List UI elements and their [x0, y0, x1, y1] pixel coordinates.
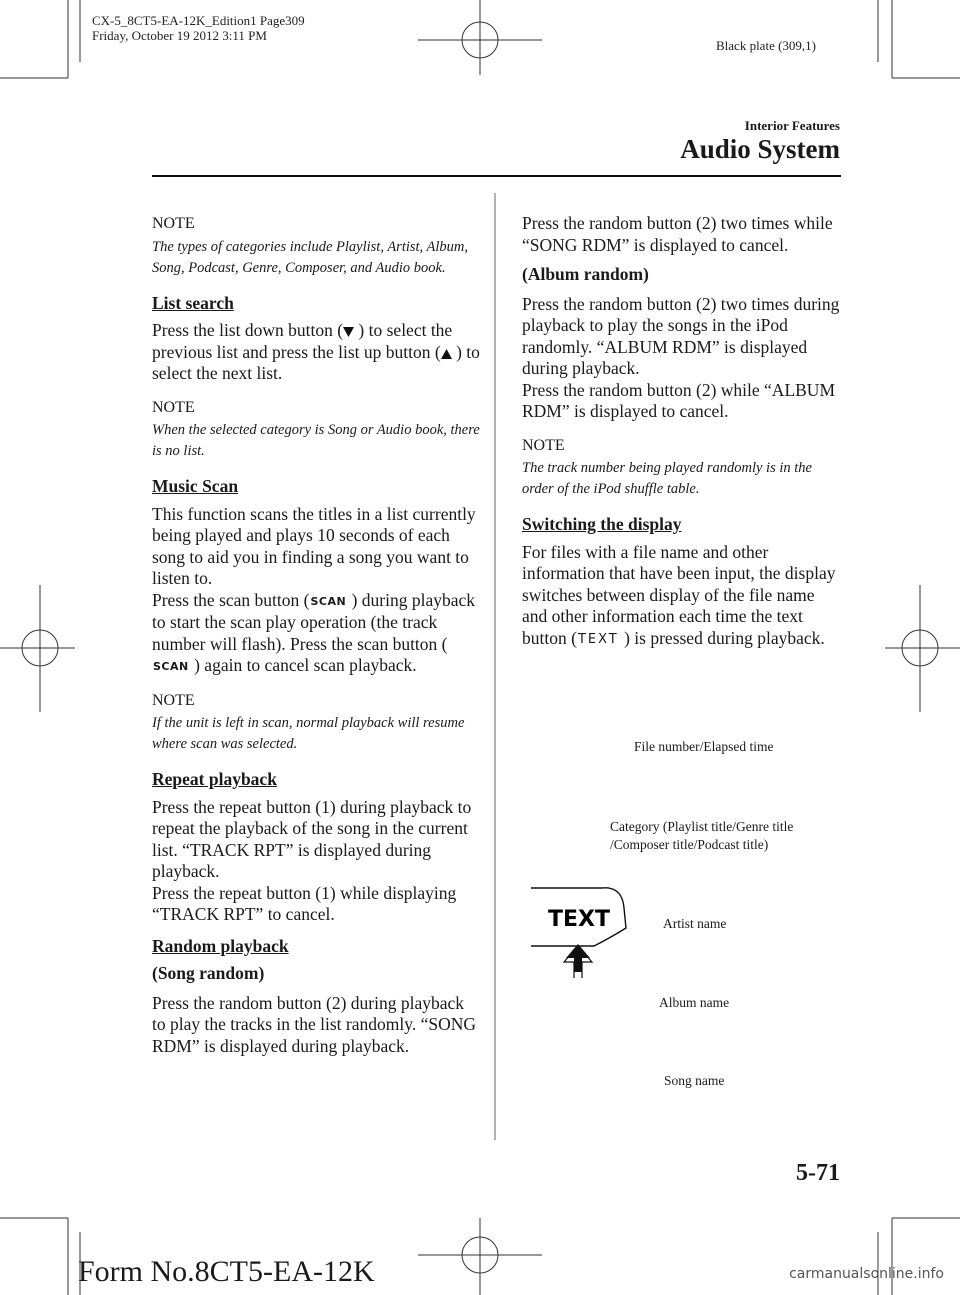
up-triangle-icon — [441, 348, 452, 359]
note-text: When the selected category is Song or Audio book, there is no list. — [152, 422, 480, 459]
random-heading: Random playback — [152, 935, 289, 956]
switch-display-paragraph: For files with a file name and other information that have been input, the display switches between display of the file name and other information each time the text button (TEXT ) is pressed during playback. — [522, 542, 842, 651]
repeat-heading: Repeat playback — [152, 769, 277, 789]
diagram-text-button-label: TEXT — [548, 907, 611, 932]
diagram-label-song: Song name — [664, 1073, 725, 1088]
note-title: NOTE — [152, 215, 195, 232]
music-scan-heading: Music Scan — [152, 476, 239, 496]
black-plate: Black plate (309,1) — [716, 38, 816, 53]
section-small-title: Interior Features — [744, 118, 840, 133]
diagram-label-category: Category (Playlist title/Genre title /Composer title/Podcast title) — [610, 819, 794, 852]
form-number: Form No.8CT5-EA-12K — [78, 1255, 375, 1288]
song-random-paragraph: Press the random button (2) during playback to play the tracks in the list randomly. “SONG RDM” is displayed during playback. — [152, 992, 477, 1056]
note-title: NOTE — [522, 436, 565, 454]
down-triangle-icon — [343, 326, 354, 337]
album-random-paragraph: Press the random button (2) two times during playback to play the songs in the iPod randomly. “ALBUM RDM” is displayed during playback. Press the random button (2) while “ALBUM RDM” is displayed to cancel. — [522, 293, 840, 421]
note-title: NOTE — [152, 398, 195, 416]
left-column — [152, 213, 480, 1065]
note-title: NOTE — [152, 691, 195, 709]
meta-line-2: Friday, October 19 2012 3:11 PM — [92, 28, 267, 43]
album-random-heading: (Album random) — [522, 264, 649, 284]
diagram-label-album: Album name — [659, 995, 730, 1010]
song-random-heading: (Song random) — [152, 963, 265, 983]
diagram-label-file-number: File number/Elapsed time — [634, 739, 774, 754]
text-button-icon: TEXT — [577, 631, 619, 647]
diagram-label-artist: Artist name — [663, 916, 727, 931]
meta-line-1: CX-5_8CT5-EA-12K_Edition1 Page309 — [92, 13, 305, 28]
section-title: Audio System — [680, 134, 840, 164]
switch-display-heading: Switching the display — [522, 514, 682, 534]
note-text: If the unit is left in scan, normal playback will resume where scan was selected. — [152, 715, 465, 752]
print-meta — [92, 13, 305, 43]
right-column — [522, 213, 842, 658]
scan-button-icon: SCAN — [310, 594, 347, 608]
note-text: The types of categories include Playlist, Artist, Album, Song, Podcast, Genre, Composer, and Audio book. — [152, 238, 469, 276]
repeat-paragraph: Press the repeat button (1) during playback to repeat the playback of the song in the current list. “TRACK RPT” is displayed during playback. Press the repeat button (1) while displaying “TRACK RPT” to cancel. — [152, 796, 472, 924]
header-rule — [152, 175, 841, 177]
list-search-paragraph: Press the list down button ( ) to select the previous list and press the list up button ( ) to select the next list. — [152, 320, 480, 383]
music-scan-paragraph: This function scans the titles in a list currently being played and plays 10 seconds of each song to aid you in finding a song you want to listen to. Press the scan button (SCAN ) during playback to start the scan play operation (the track number will flash). Press the scan button (SCAN ) again to cancel scan playback. — [152, 504, 480, 678]
random-cancel-paragraph: Press the random button (2) two times while “SONG RDM” is displayed to cancel. — [522, 213, 833, 255]
list-search-heading: List search — [152, 292, 234, 313]
watermark: carmanualsonline.info — [789, 1266, 944, 1282]
note-text: The track number being played randomly is in the order of the iPod shuffle table. — [522, 460, 812, 497]
scan-button-icon: SCAN — [153, 660, 189, 673]
button-outline — [530, 882, 630, 982]
text-button-diagram — [530, 882, 630, 982]
page-number: 5-71 — [796, 1160, 840, 1186]
